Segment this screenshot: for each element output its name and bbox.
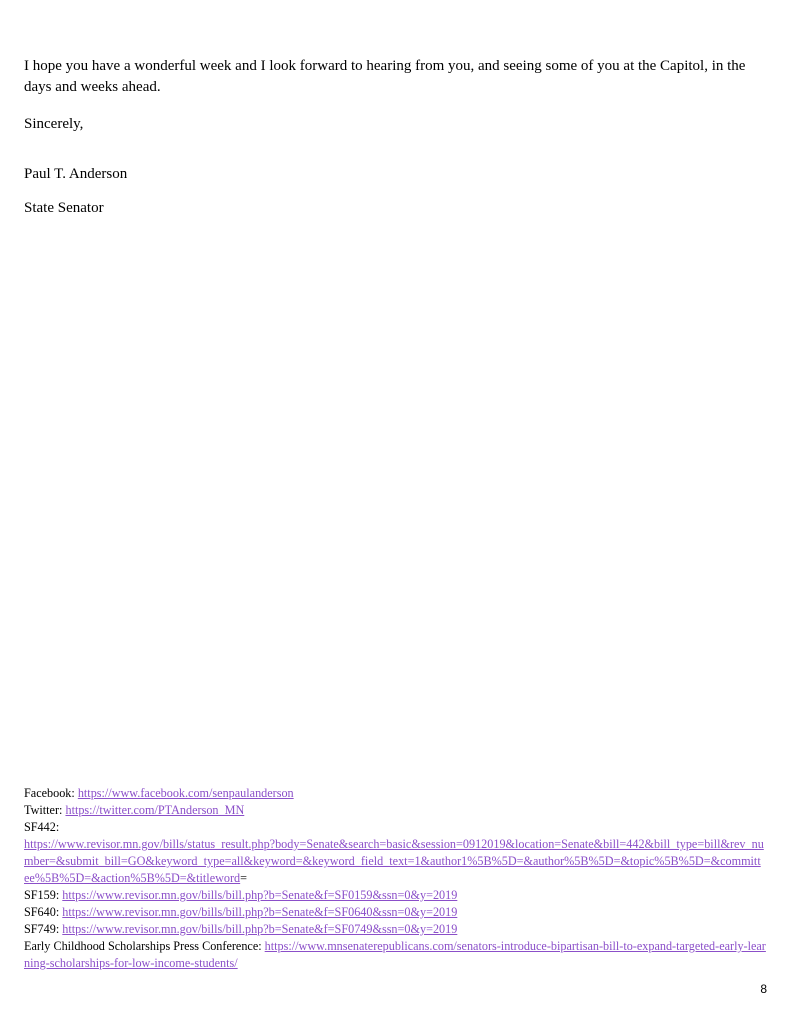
facebook-link[interactable]: https://www.facebook.com/senpaulanderson: [77, 786, 294, 800]
twitter-link[interactable]: https://twitter.com/PTAnderson_MN: [65, 803, 245, 817]
footnote-label: SF640:: [24, 905, 63, 919]
sf749-link[interactable]: https://www.revisor.mn.gov/bills/bill.php?b=Senate&f=SF0749&ssn=0&y=2019: [62, 922, 458, 936]
footnote-trailing: =: [240, 871, 248, 885]
closing-paragraph: I hope you have a wonderful week and I look forward to hearing from you, and seeing some of you at the Capitol, in the days and weeks ahead.: [24, 58, 746, 95]
footnote-sf442-label: SF442:: [24, 820, 60, 834]
footnote-sf442: [24, 836, 766, 887]
footnote-press-conference: [24, 938, 766, 972]
footnote-label: SF749:: [24, 922, 63, 936]
footnote-label: Twitter:: [24, 803, 66, 817]
footnote-label: Facebook:: [24, 786, 78, 800]
footnotes: [24, 785, 766, 972]
press-conference-link[interactable]: https://www.mnsenaterepublicans.com/senators-introduce-bipartisan-bill-to-expand-targeted-early-learning-scholarships-for-low-income-students/: [24, 939, 766, 970]
footnote-twitter: [24, 802, 766, 819]
sf442-link[interactable]: https://www.revisor.mn.gov/bills/status_result.php?body=Senate&search=basic&session=0912019&location=Senate&bill=442&bill_type=bill&rev_number=&submit_bill=GO&keyword_type=all&keyword=&keyword_field_text=1&author1%5B%5D=&author%5B%5D=&topic%5B%5D=&committee%5B%5D=&action%5B%5D=&titleword: [24, 837, 764, 885]
footnote-label: Early Childhood Scholarships Press Conference:: [24, 939, 265, 953]
sf640-link[interactable]: https://www.revisor.mn.gov/bills/bill.php?b=Senate&f=SF0640&ssn=0&y=2019: [62, 905, 458, 919]
footnote-sf640: [24, 904, 766, 921]
footnote-sf749: [24, 921, 766, 938]
signer-name: Paul T. Anderson: [24, 166, 128, 182]
sf159-link[interactable]: https://www.revisor.mn.gov/bills/bill.php?b=Senate&f=SF0159&ssn=0&y=2019: [62, 888, 458, 902]
footnote-sf159: [24, 887, 766, 904]
footnote-facebook: [24, 785, 766, 802]
footnote-label: SF159:: [24, 888, 63, 902]
page-number: 8: [760, 982, 767, 996]
signer-title: State Senator: [24, 200, 104, 216]
salutation: Sincerely,: [24, 116, 84, 132]
